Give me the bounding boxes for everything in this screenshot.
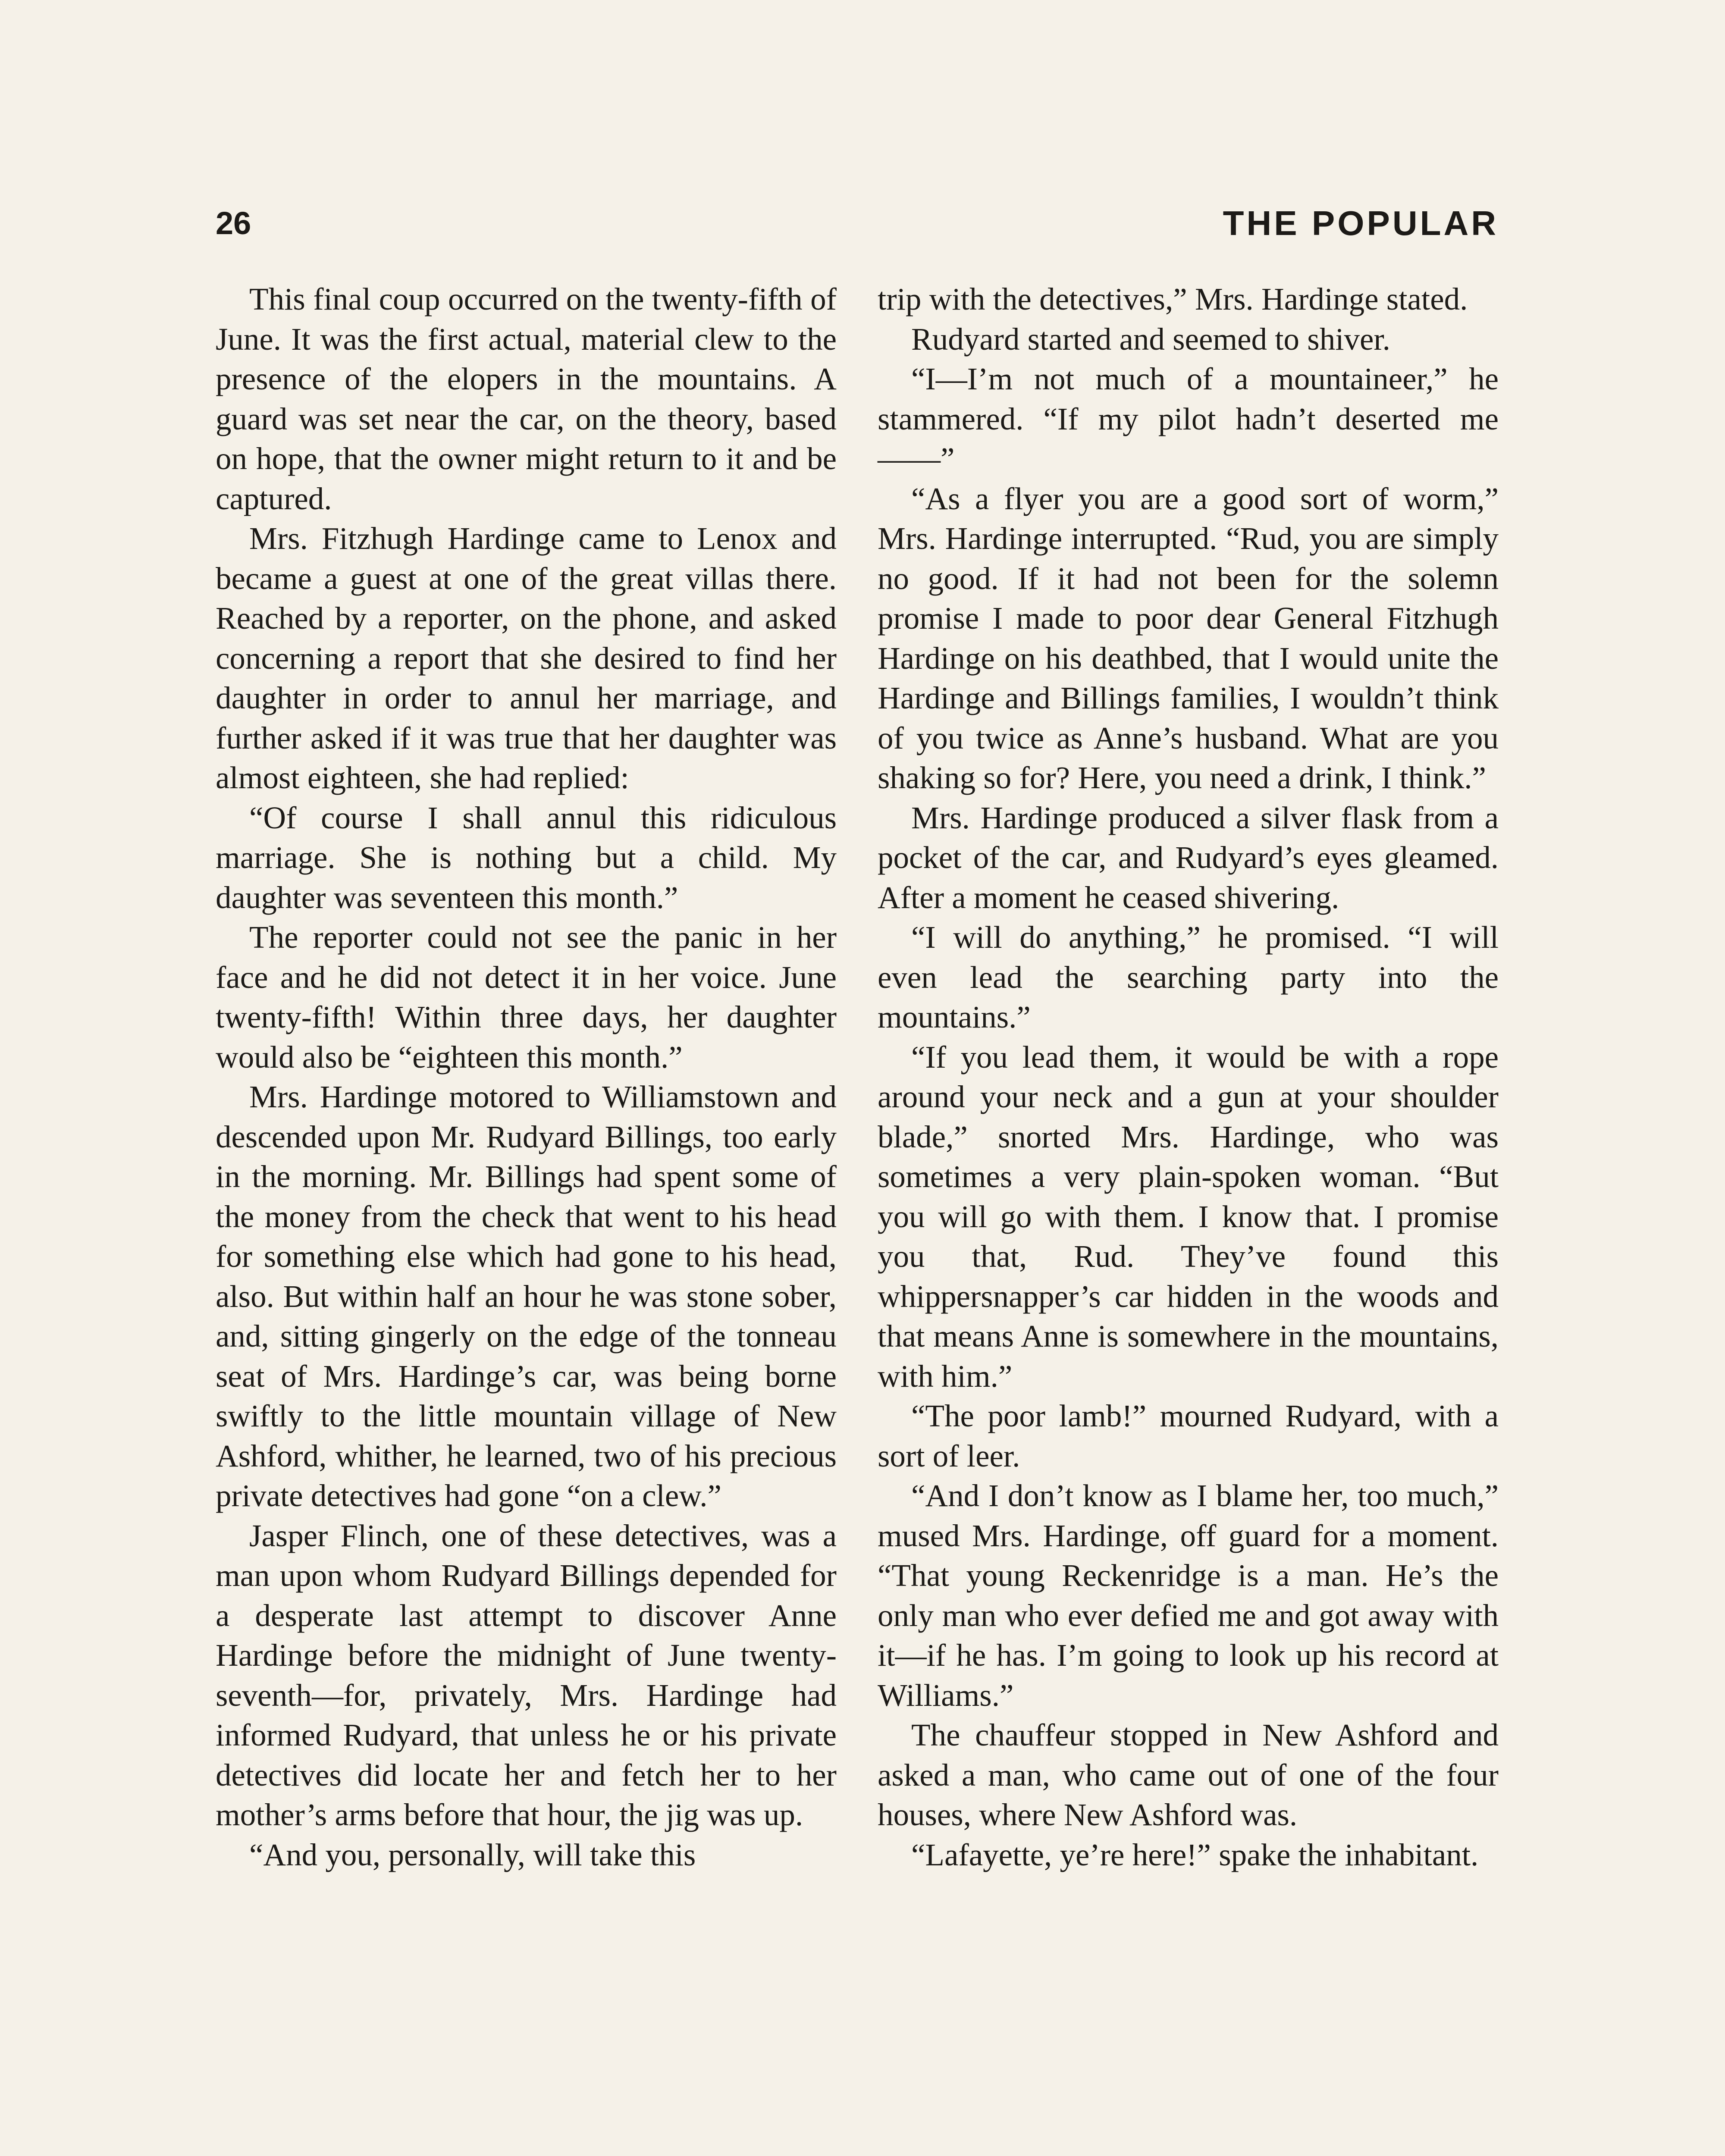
paragraph: “Lafayette, ye’re here!” spake the inhabitant. [911, 1837, 1479, 1872]
paragraph: “The poor lamb!” mourned Rudyard, with a sort of leer. [878, 1398, 1499, 1473]
left-column [216, 279, 837, 1875]
paragraph: This final coup occurred on the twenty-fifth of June. It was the first actual, material clew to the presence of the elopers in the mountains. A guard was set near the car, on the theory, based on hope, that the owner might return to it and be captured. [216, 282, 837, 516]
paragraph: “I—I’m not much of a mountaineer,” he stammered. “If my pilot hadn’t deserted me——” [878, 361, 1499, 476]
running-head: THE POPULAR [1223, 204, 1499, 242]
page-number: 26 [216, 205, 251, 241]
page-header [216, 202, 1499, 254]
paragraph: “And I don’t know as I blame her, too much,” mused Mrs. Hardinge, off guard for a moment. “That young Reckenridge is a man. He’s the only man who ever defied me and got away with it—if he has. I’m going to look up his record at Williams.” [878, 1478, 1499, 1713]
paragraph: “If you lead them, it would be with a rope around your neck and a gun at your shoulder blade,” snorted Mrs. Hardinge, who was sometimes a very plain-spoken woman. “But you will go with them. I know that. I promise you that, Rud. They’ve found this whippersnapper’s car hidden in the woods and that means Anne is somewhere in the mountains, with him.” [878, 1039, 1499, 1394]
paragraph: The reporter could not see the panic in her face and he did not detect it in her voice. June twenty-fifth! Within three days, her daughter would also be “eighteen this month.” [216, 920, 837, 1075]
paragraph: Mrs. Hardinge produced a silver flask from a pocket of the car, and Rudyard’s eyes gleamed. After a moment he ceased shivering. [878, 800, 1499, 915]
paragraph: Mrs. Fitzhugh Hardinge came to Lenox and became a guest at one of the great villas there. Reached by a reporter, on the phone, and asked concerning a report that she desired to find her daughter in order to annul her marriage, and further asked if it was true that her daughter was almost eighteen, she had replied: [216, 521, 837, 795]
paragraph: “Of course I shall annul this ridiculous marriage. She is nothing but a child. My daughter was seventeen this month.” [216, 800, 837, 915]
paragraph: The chauffeur stopped in New Ashford and asked a man, who came out of one of the four houses, where New Ashford was. [878, 1717, 1499, 1832]
paragraph: “And you, personally, will take this [249, 1837, 696, 1872]
paragraph: “As a flyer you are a good sort of worm,” Mrs. Hardinge interrupted. “Rud, you are simply no good. If it had not been for the solemn promise I made to poor dear General Fitzhugh Hardinge on his deathbed, that I would unite the Hardinge and Billings families, I wouldn’t think of you twice as Anne’s husband. What are you shaking so for? Here, you need a drink, I think.” [878, 481, 1499, 795]
paragraph-continued: trip with the detectives,” Mrs. Hardinge stated. [878, 282, 1468, 317]
right-column [878, 279, 1499, 1875]
paragraph: “I will do anything,” he promised. “I will even lead the searching party into the mountains.” [878, 920, 1499, 1034]
paragraph: Jasper Flinch, one of these detectives, was a man upon whom Rudyard Billings depended for a desperate last attempt to discover Anne Hardinge before the midnight of June twenty-seventh—for, privately, Mrs. Hardinge had informed Rudyard, that unless he or his private detectives did locate her and fetch her to her mother’s arms before that hour, the jig was up. [216, 1518, 837, 1832]
paragraph: Rudyard started and seemed to shiver. [911, 321, 1390, 357]
paragraph: Mrs. Hardinge motored to Williamstown and descended upon Mr. Rudyard Billings, too early in the morning. Mr. Billings had spent some of the money from the check that went to his head for something else which had gone to his head, also. But within half an hour he was stone sober, and, sitting gingerly on the edge of the tonneau seat of Mrs. Hardinge’s car, was being borne swiftly to the little mountain village of New Ashford, whither, he learned, two of his precious private detectives had gone “on a clew.” [216, 1079, 837, 1513]
